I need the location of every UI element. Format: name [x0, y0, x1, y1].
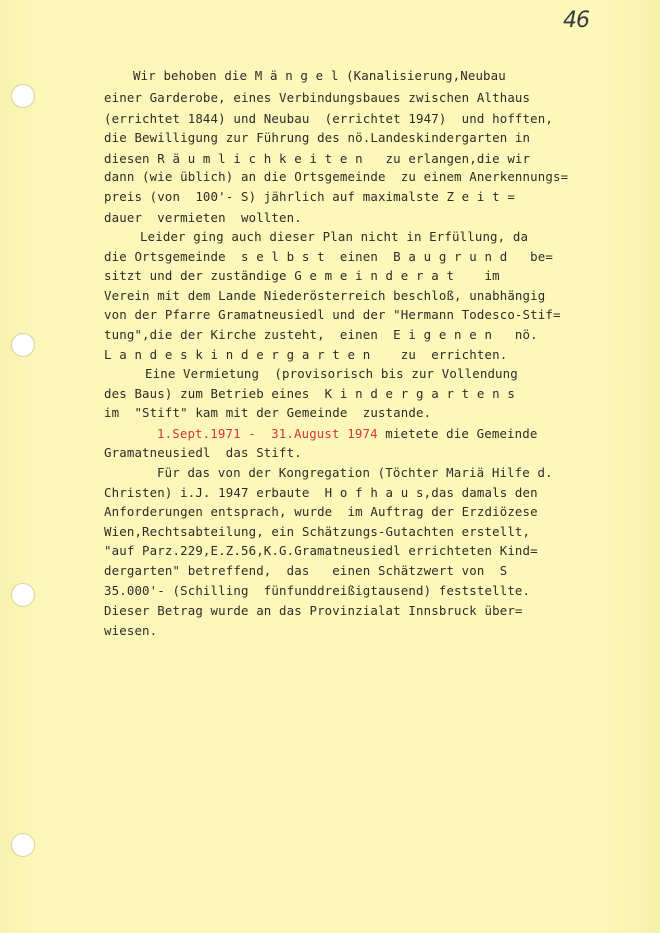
- text-line: "auf Parz.229,E.Z.56,K.G.Gramatneusiedl errichteten Kind=: [104, 543, 538, 558]
- text-line: die Bewilligung zur Führung des nö.Landeskindergarten in: [104, 130, 531, 145]
- text-line: dann (wie üblich) an die Ortsgemeinde zu einem Anerkennungs=: [104, 169, 569, 184]
- highlighted-dates: 1.Sept.1971 - 31.August 1974: [157, 426, 378, 441]
- punch-hole: [11, 833, 35, 857]
- text-line: im "Stift" kam mit der Gemeinde zustande.: [104, 405, 432, 420]
- text-line: Anforderungen entsprach, wurde im Auftrag der Erzdiözese: [104, 504, 538, 519]
- text-line: dergarten" betreffend, das einen Schätzwert von S: [104, 563, 508, 578]
- text-line: dauer vermieten wollten.: [104, 210, 302, 225]
- punch-hole: [11, 333, 35, 357]
- punch-hole: [11, 84, 35, 108]
- text-line: von der Pfarre Gramatneusiedl und der "Hermann Todesco-Stif=: [104, 307, 561, 322]
- text-line: die Ortsgemeinde s e l b s t einen B a u g r u n d be=: [104, 249, 553, 264]
- text-line: Für das von der Kongregation (Töchter Mariä Hilfe d.: [157, 465, 553, 480]
- text-line: Leider ging auch dieser Plan nicht in Erfüllung, da: [140, 229, 529, 244]
- text-line: preis (von 100'- S) jährlich auf maximalste Z e i t =: [104, 189, 515, 204]
- text-line: tung",die der Kirche zusteht, einen E i g e n e n nö.: [104, 327, 538, 342]
- text-line: einer Garderobe, eines Verbindungsbaues zwischen Althaus: [104, 90, 531, 105]
- text-line: Dieser Betrag wurde an das Provinzialat Innsbruck über=: [104, 603, 523, 618]
- text-line: [157, 428, 538, 440]
- text-line: Verein mit dem Lande Niederösterreich beschloß, unabhängig: [104, 288, 546, 303]
- text-line: (errichtet 1844) und Neubau (errichtet 1947) und hofften,: [104, 111, 553, 126]
- text-line: Wir behoben die M ä n g e l (Kanalisierung,Neubau: [133, 68, 506, 83]
- text-line: Wien,Rechtsabteilung, ein Schätzungs-Gutachten erstellt,: [104, 524, 531, 539]
- text-line: des Baus) zum Betrieb eines K i n d e r g a r t e n s: [104, 386, 515, 401]
- page-number: 46: [563, 8, 589, 33]
- text-line: L a n d e s k i n d e r g a r t e n zu errichten.: [104, 347, 508, 362]
- text-line: wiesen.: [104, 623, 158, 638]
- text-line: Christen) i.J. 1947 erbaute H o f h a u s,das damals den: [104, 485, 538, 500]
- text-line: Gramatneusiedl das Stift.: [104, 445, 302, 460]
- text-line: Eine Vermietung (provisorisch bis zur Vollendung: [145, 366, 518, 381]
- text-fragment: mietete die Gemeinde: [377, 426, 538, 441]
- text-line: diesen R ä u m l i c h k e i t e n zu erlangen,die wir: [104, 151, 531, 166]
- punch-hole: [11, 583, 35, 607]
- text-line: 35.000'- (Schilling fünfunddreißigtausend) feststellte.: [104, 583, 531, 598]
- text-line: sitzt und der zuständige G e m e i n d e r a t im: [104, 268, 500, 283]
